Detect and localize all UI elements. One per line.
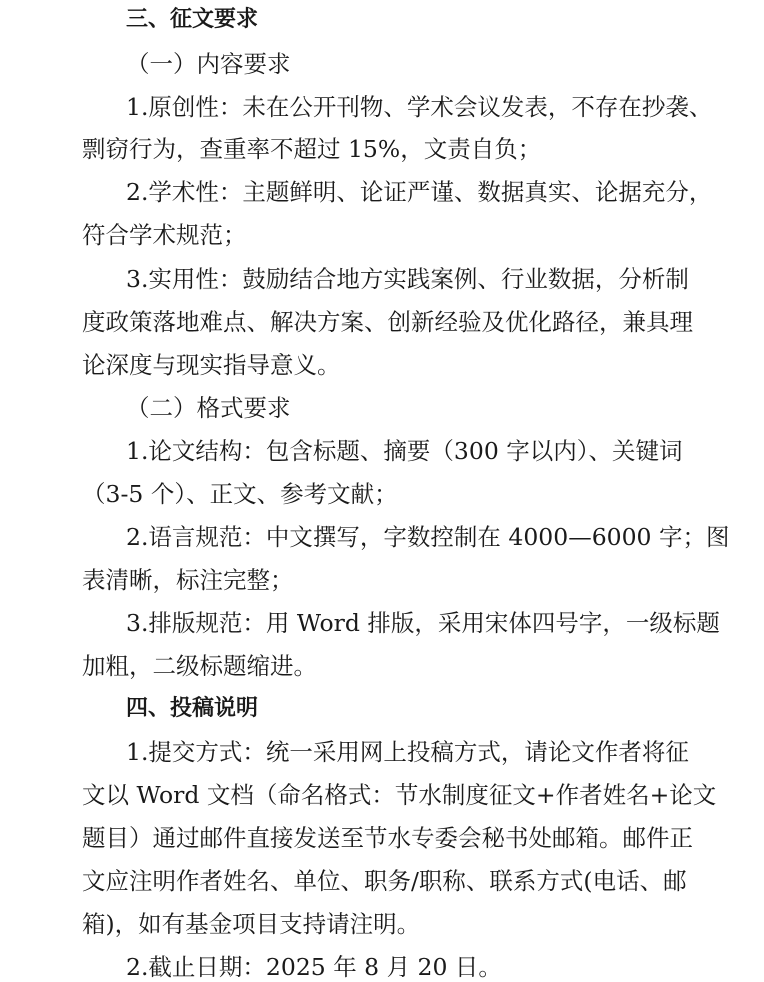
paragraph-submission-method: 1.提交方式：统一采用网上投稿方式，请论文作者将征: [126, 738, 689, 766]
paragraph-submission-method-cont-1: 文以 Word 文档（命名格式：节水制度征文+作者姓名+论文: [82, 781, 717, 809]
paragraph-originality-cont: 剽窃行为，查重率不超过 15%，文责自负；: [82, 135, 542, 163]
paragraph-practical-cont-1: 度政策落地难点、解决方案、创新经验及优化路径，兼具理: [82, 308, 693, 336]
subsection-heading-content: （一）内容要求: [126, 50, 291, 78]
section-heading-submission: 四、投稿说明: [126, 696, 259, 721]
paragraph-submission-method-cont-3: 文应注明作者姓名、单位、职务/职称、联系方式(电话、邮: [82, 867, 687, 895]
paragraph-layout-cont: 加粗，二级标题缩进。: [82, 652, 317, 680]
paragraph-submission-method-cont-4: 箱)，如有基金项目支持请注明。: [82, 910, 421, 938]
paragraph-layout: 3.排版规范：用 Word 排版，采用宋体四号字，一级标题: [126, 609, 720, 637]
paragraph-originality: 1.原创性：未在公开刊物、学术会议发表，不存在抄袭、: [126, 93, 713, 121]
paragraph-language-cont: 表清晰，标注完整；: [82, 566, 294, 594]
paragraph-deadline: 2.截止日期：2025 年 8 月 20 日。: [126, 953, 502, 981]
subsection-heading-format: （二）格式要求: [126, 394, 291, 422]
paragraph-structure-cont: （3-5 个）、正文、参考文献；: [82, 480, 398, 508]
paragraph-academic-cont: 符合学术规范；: [82, 221, 247, 249]
paragraph-structure: 1.论文结构：包含标题、摘要（300 字以内）、关键词: [126, 437, 683, 465]
paragraph-language: 2.语言规范：中文撰写，字数控制在 4000—6000 字；图: [126, 523, 730, 551]
paragraph-academic: 2.学术性：主题鲜明、论证严谨、数据真实、论据充分，: [126, 178, 713, 206]
paragraph-practical-cont-2: 论深度与现实指导意义。: [82, 351, 341, 379]
section-heading-requirements: 三、征文要求: [126, 7, 259, 32]
paragraph-practical: 3.实用性：鼓励结合地方实践案例、行业数据，分析制: [126, 265, 689, 293]
paragraph-submission-method-cont-2: 题目）通过邮件直接发送至节水专委会秘书处邮箱。邮件正: [82, 824, 693, 852]
